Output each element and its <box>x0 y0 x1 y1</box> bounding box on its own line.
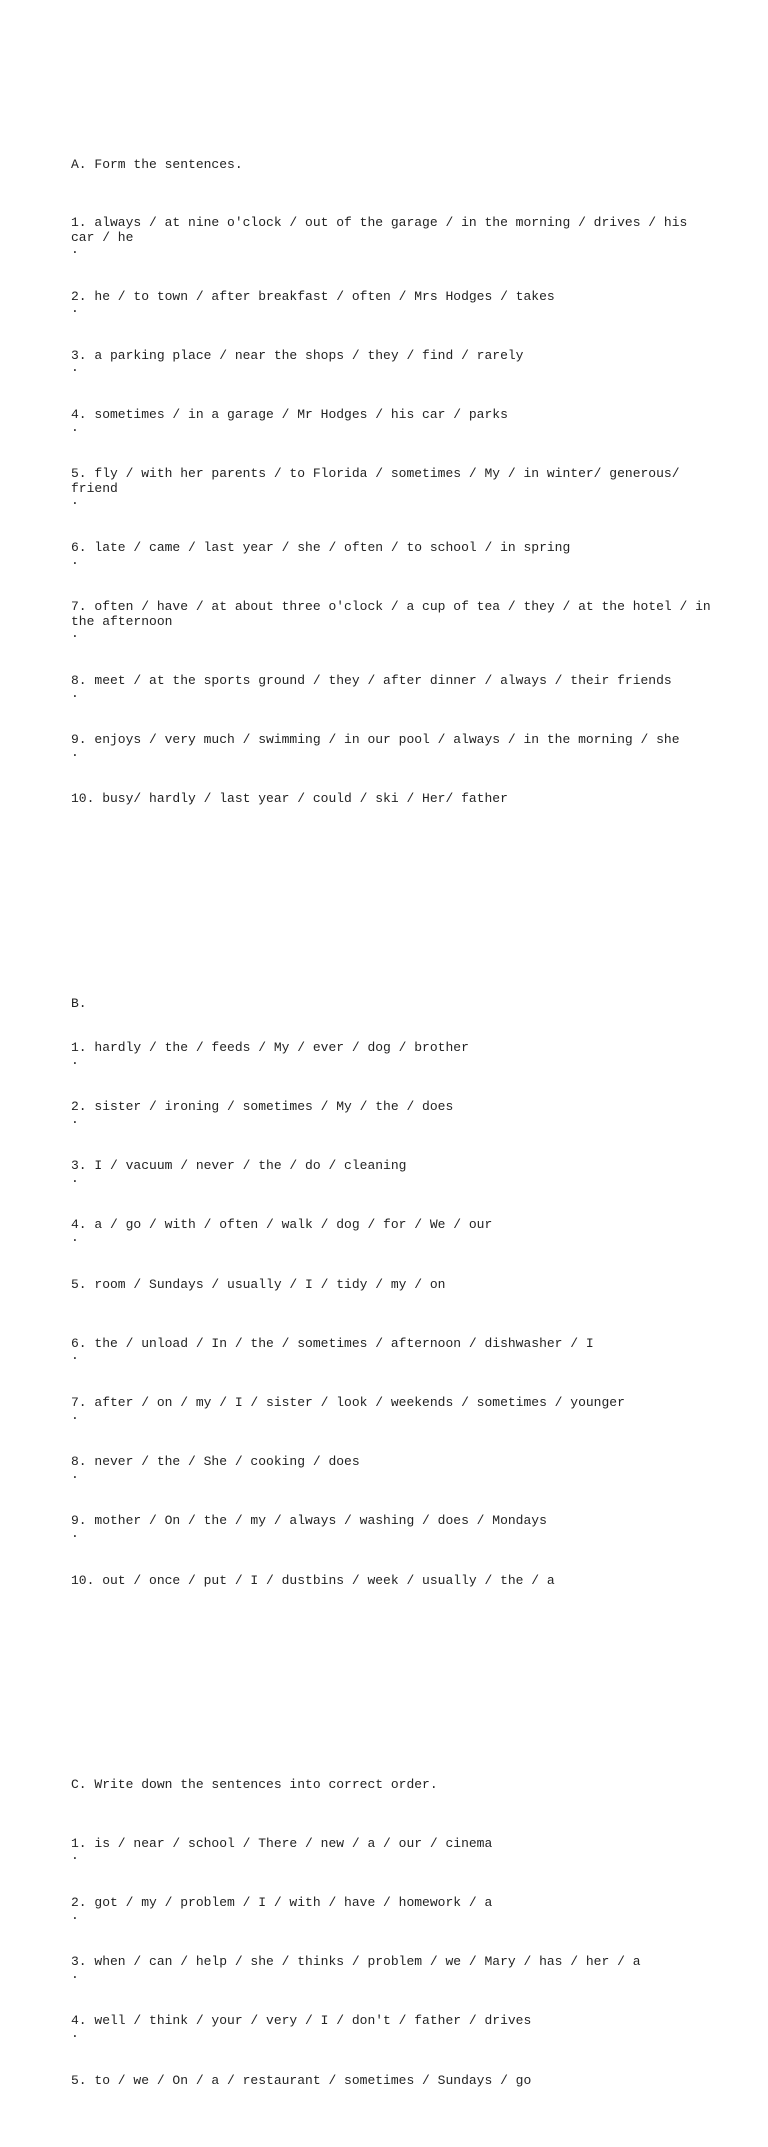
exercise-item <box>71 1955 711 1984</box>
exercise-prompt: 7. often / have / at about three o'clock / a cup of tea / they / at the hotel / in the afternoon <box>71 599 719 629</box>
exercise-prompt: 2. got / my / problem / I / with / have / homework / a <box>71 1894 493 1910</box>
answer-line: . <box>71 1170 79 1186</box>
exercise-prompt: 1. always / at nine o'clock / out of the garage / in the morning / drives / his car / he <box>71 214 696 245</box>
answer-line: . <box>71 1907 79 1923</box>
exercise-prompt: 4. well / think / your / very / I / don't / father / drives <box>71 2013 532 2029</box>
answer-line: . <box>71 1407 79 1423</box>
exercise-prompt: 9. enjoys / very much / swimming / in our pool / always / in the morning / she <box>71 732 680 748</box>
section-b <box>71 968 711 1618</box>
exercise-item <box>71 408 711 437</box>
exercise-prompt: 6. late / came / last year / she / often / to school / in spring <box>71 539 571 555</box>
exercise-prompt: 3. I / vacuum / never / the / do / cleaning <box>71 1158 407 1174</box>
exercise-prompt: 7. after / on / my / I / sister / look / weekends / sometimes / younger <box>71 1395 625 1410</box>
exercise-item <box>71 2074 711 2089</box>
exercise-item <box>71 290 711 319</box>
exercise-item <box>71 1455 711 1484</box>
exercise-item <box>71 1218 711 1247</box>
exercise-prompt: 4. a / go / with / often / walk / dog / for / We / our <box>71 1217 493 1233</box>
exercise-prompt: 5. room / Sundays / usually / I / tidy / my / on <box>71 1276 446 1292</box>
worksheet <box>71 70 719 2147</box>
answer-line: . <box>71 1052 79 1068</box>
exercise-item <box>71 674 711 703</box>
exercise-prompt: 8. never / the / She / cooking / does <box>71 1454 360 1470</box>
section-a <box>71 128 719 836</box>
exercise-prompt: 5. fly / with her parents / to Florida / sometimes / My / in winter/ generous/ friend <box>71 466 688 496</box>
answer-line: . <box>71 419 79 435</box>
exercise-item <box>71 1896 711 1925</box>
answer-line: . <box>71 552 79 568</box>
exercise-item <box>71 1837 711 1866</box>
exercise-prompt: 6. the / unload / In / the / sometimes / afternoon / dishwasher / I <box>71 1335 594 1351</box>
exercise-item <box>71 1100 711 1129</box>
exercise-prompt: 8. meet / at the sports ground / they / after dinner / always / their friends <box>71 672 672 688</box>
section-spacer <box>71 1662 711 1691</box>
answer-line: . <box>71 1848 79 1864</box>
exercise-prompt: 3. when / can / help / she / thinks / problem / we / Mary / has / her / a <box>71 1954 641 1970</box>
section-c <box>71 1749 711 2118</box>
answer-line: . <box>71 493 79 509</box>
exercise-item <box>71 1574 711 1589</box>
answer-line: . <box>71 2025 79 2041</box>
answer-line: . <box>71 301 79 317</box>
exercise-prompt: 4. sometimes / in a garage / Mr Hodges / his car / parks <box>71 407 508 423</box>
exercise-item <box>71 1514 711 1543</box>
answer-line <box>71 1292 711 1307</box>
exercise-prompt: 3. a parking place / near the shops / they / find / rarely <box>71 347 524 363</box>
exercise-prompt: 2. he / to town / after breakfast / often / Mrs Hodges / takes <box>71 288 555 304</box>
section-heading: A. Form the sentences. <box>71 156 243 172</box>
exercise-item <box>71 1278 711 1307</box>
answer-line: . <box>71 1966 79 1982</box>
exercise-item <box>71 2014 711 2043</box>
exercise-item <box>71 1159 711 1188</box>
exercise-prompt: 9. mother / On / the / my / always / washing / does / Mondays <box>71 1513 547 1529</box>
exercise-item <box>71 541 711 570</box>
exercise-item <box>71 733 711 762</box>
answer-line: . <box>71 1111 79 1127</box>
exercise-item <box>71 349 711 378</box>
exercise-prompt: 5. to / we / On / a / restaurant / sometimes / Sundays / go <box>71 2072 532 2088</box>
exercise-item <box>71 792 711 807</box>
answer-line: . <box>71 744 79 760</box>
exercise-item <box>71 1041 711 1070</box>
exercise-item <box>71 1337 711 1366</box>
exercise-prompt: 10. out / once / put / I / dustbins / week / usually / the / a <box>71 1572 555 1588</box>
exercise-item <box>71 1396 711 1425</box>
section-heading: B. <box>71 996 87 1012</box>
answer-line: . <box>71 1466 79 1482</box>
exercise-item <box>71 467 711 511</box>
section-spacer <box>71 881 711 910</box>
exercise-item <box>71 599 719 644</box>
exercise-prompt: 1. is / near / school / There / new / a / our / cinema <box>71 1835 493 1851</box>
answer-line: . <box>71 626 79 642</box>
answer-line: . <box>71 685 79 701</box>
answer-line: . <box>71 360 79 376</box>
answer-line: . <box>71 242 79 258</box>
section-heading: C. Write down the sentences into correct order. <box>71 1777 438 1793</box>
exercise-prompt: 2. sister / ironing / sometimes / My / the / does <box>71 1099 454 1115</box>
answer-line: . <box>71 1230 79 1246</box>
exercise-prompt: 1. hardly / the / feeds / My / ever / dog / brother <box>71 1039 469 1055</box>
exercise-item <box>71 216 711 260</box>
exercise-prompt: 10. busy/ hardly / last year / could / ski / Her/ father <box>71 791 508 807</box>
answer-line: . <box>71 1348 79 1364</box>
answer-line: . <box>71 1525 79 1541</box>
